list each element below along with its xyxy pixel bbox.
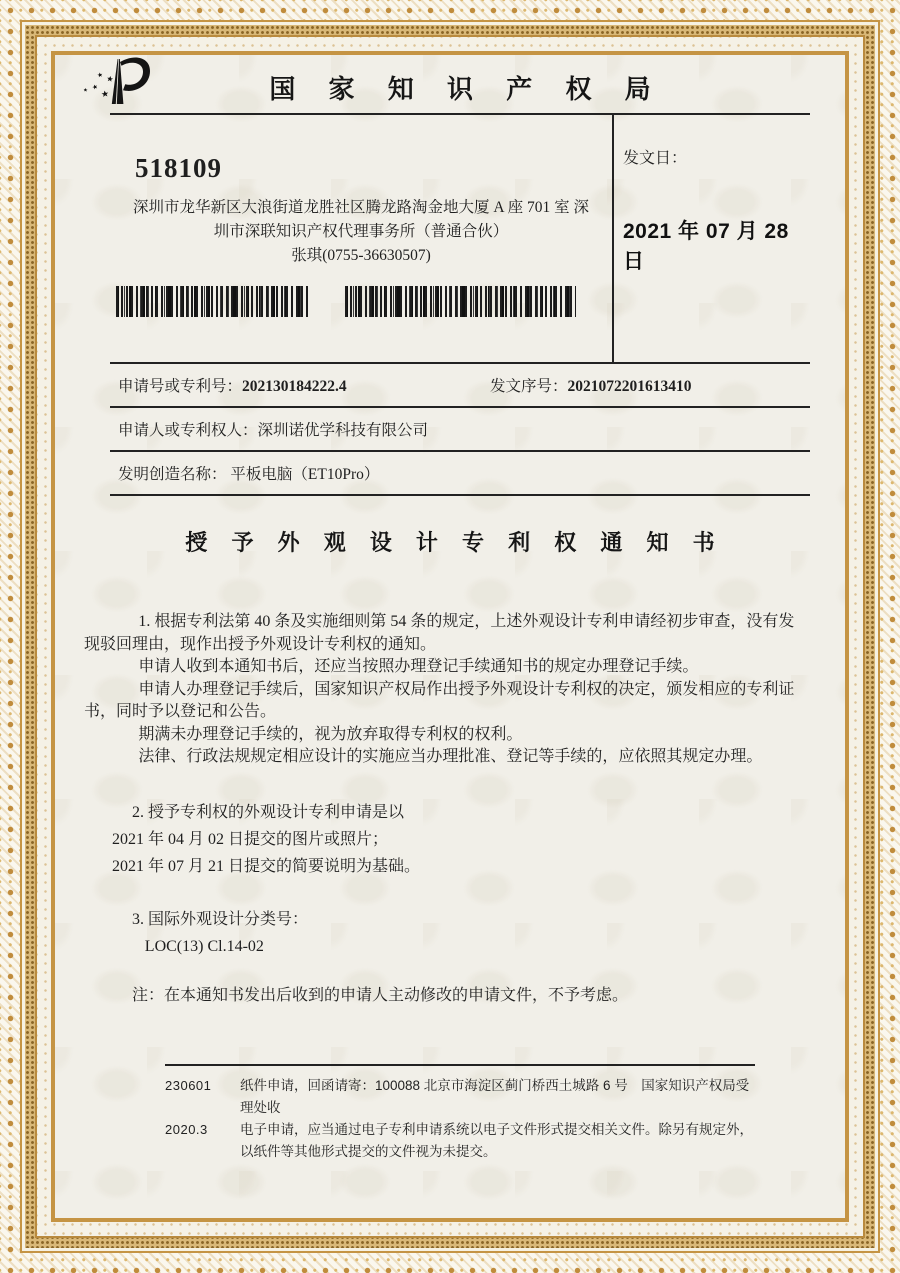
addressee-block [110,115,612,362]
footer-paper-line: 纸件申请，回函请寄：100088 北京市海淀区蓟门桥西土城路 6 号 国家知识产权局受理处收 [240,1078,750,1115]
recipient-address [110,196,612,268]
section-2 [84,799,810,880]
notice-body [84,611,810,1009]
dispatch-date-value: 2021 年 07 月 28 日 [623,220,789,273]
paragraph: 期满未办理登记手续的，视为放弃取得专利权的权利。 [138,725,523,743]
classification-code: LOC(13) Cl.14-02 [144,937,264,955]
paragraph: 1. 根据专利法第 40 条及实施细则第 54 条的规定，上述外观设计专利申请经初步审查，没有发现驳回理由，现作出授予外观设计专利权的通知。 [84,613,795,653]
address-line: 张琪(0755-36630507) [291,247,431,264]
note-text: 注：在本通知书发出后收到的申请人主动修改的申请文件，不予考虑。 [132,986,629,1004]
serial-number: 发文序号：2021072201613410 [490,378,692,395]
section-3 [84,906,810,960]
invention-title: 发明创造名称： 平板电脑（ET10Pro） [118,466,380,483]
field-row-applicant [110,408,810,452]
address-line: 深圳市龙华新区大浪街道龙胜社区腾龙路淘金地大厦 A 座 701 室 深 [133,199,589,216]
paragraph: 法律、行政法规规定相应设计的实施应当办理批准、登记等手续的，应依照其规定办理。 [138,748,763,765]
document-header [110,55,810,115]
document-footer [110,1064,790,1163]
applicant: 申请人或专利权人：深圳诺优学科技有限公司 [118,422,429,439]
paragraph: 申请人收到本通知书后，还应当按照办理登记手续通知书的规定办理登记手续。 [138,658,699,675]
postal-code: 518109 [135,153,222,183]
dispatch-date-block [612,115,810,362]
note-block [84,982,810,1009]
field-row-application [110,364,810,408]
paragraph: 3. 国际外观设计分类号： [132,910,309,928]
paragraph: 2021 年 04 月 02 日提交的图片或照片； [112,830,389,848]
barcode-right [345,286,576,317]
notice-title: 授 予 外 观 设 计 专 利 权 通 知 书 [185,530,724,555]
paragraph: 2. 授予专利权的外观设计专利申请是以 [132,803,405,821]
agency-title: 国 家 知 识 产 权 局 [269,74,664,104]
address-line: 圳市深联知识产权代理事务所（普通合伙） [213,223,509,240]
form-code: 230601 [165,1078,212,1093]
paragraph: 申请人办理登记手续后，国家知识产权局作出授予外观设计专利权的决定，颁发相应的专利证书，同时予以登记和公告。 [84,680,795,720]
dispatch-date-label: 发文日： [623,150,688,167]
footer-electronic-line: 电子申请，应当通过电子专利申请系统以电子文件形式提交相关文件。除另有规定外，以纸件等其他形式提交的文件视为未提交。 [240,1122,753,1159]
barcode-left [116,286,308,317]
form-version: 2020.3 [165,1122,208,1137]
head-table [110,115,810,364]
paragraph: 2021 年 07 月 21 日提交的简要说明为基础。 [112,857,421,875]
section-1 [84,611,810,769]
application-number: 申请号或专利号：202130184222.4 [118,378,347,395]
document-paper [55,55,845,1218]
field-row-invention [110,452,810,496]
barcode-row [116,286,612,317]
